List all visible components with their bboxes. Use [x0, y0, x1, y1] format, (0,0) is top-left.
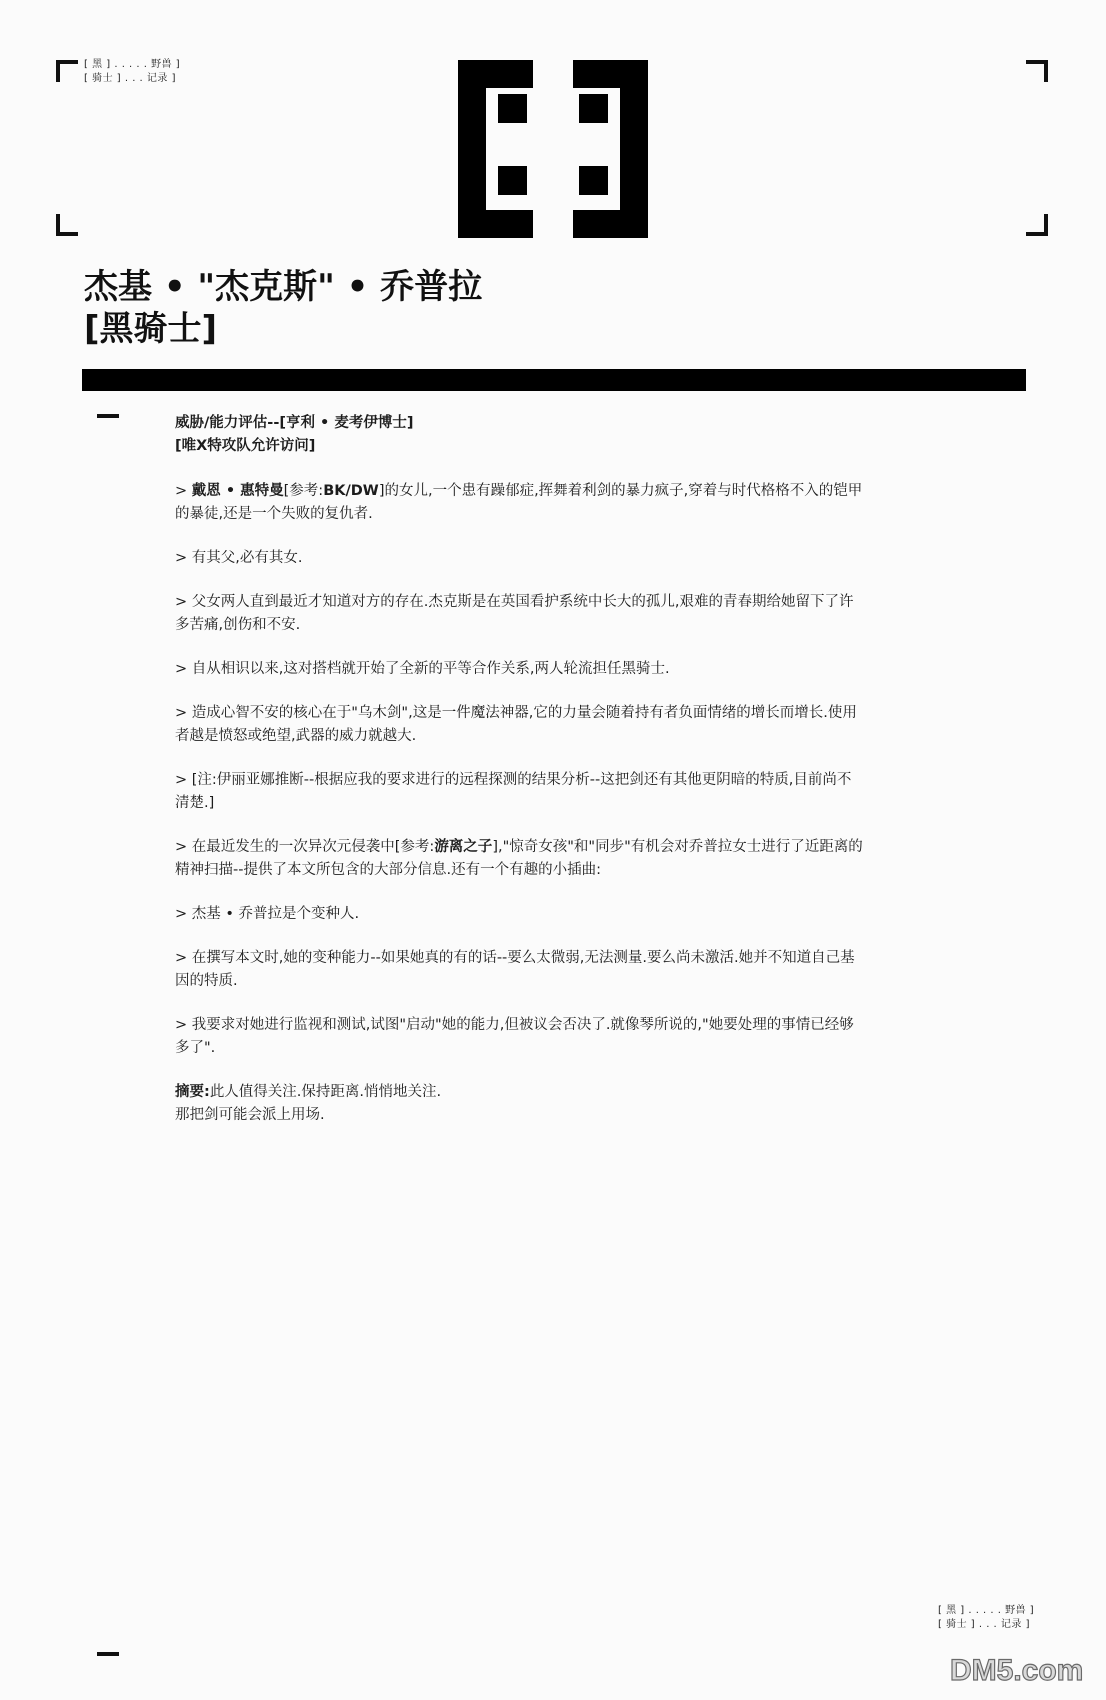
section-dash-bottom	[97, 1652, 119, 1656]
p7-ref-code: 游离之子	[434, 839, 493, 855]
corner-bracket-top-left	[56, 60, 78, 82]
header-code-line1: [ 黑 ] . . . . . 野兽 ]	[84, 59, 181, 70]
section-dash-top	[97, 414, 119, 418]
p1-ref-open: [参考:	[283, 483, 324, 499]
page-title	[84, 266, 482, 350]
paragraph-2: > 有其父,必有其女.	[175, 550, 303, 566]
p1-prefix: >	[175, 483, 192, 499]
summary-line2: 那把剑可能会派上用场.	[175, 1107, 325, 1123]
p1-rest: ]的女儿,一个患有躁郁症,挥舞着利剑的暴力疯子,穿着与时代格格不入的铠甲的暴徒,还是一个失败的复仇者.	[175, 483, 863, 522]
summary-label: 摘要:	[175, 1084, 210, 1100]
paragraph-8: > 杰基 • 乔普拉是个变种人.	[175, 906, 360, 922]
title-divider-bar	[82, 369, 1026, 391]
footer-code	[938, 1604, 1034, 1632]
paragraph-10: > 我要求对她进行监视和测试,试图"启动"她的能力,但被议会否决了.就像琴所说的,"她要处理的事情已经够多了".	[175, 1017, 854, 1056]
paragraph-3: > 父女两人直到最近才知道对方的存在.杰克斯是在英国看护系统中长大的孤儿,艰难的青春期给她留下了许多苦痛,创伤和不安.	[175, 594, 854, 633]
dossier-heading-author: 威胁/能力评估--[亨利 • 麦考伊博士]	[175, 415, 414, 431]
paragraph-9: > 在撰写本文时,她的变种能力--如果她真的有的话--要么太微弱,无法测量.要么尚未激活.她并不知道自己基因的特质.	[175, 950, 855, 989]
footer-code-line1: [ 黑 ] . . . . . 野兽 ]	[938, 1605, 1035, 1616]
p1-ref-code: BK/DW	[323, 483, 379, 499]
paragraph-5: > 造成心智不安的核心在于"乌木剑",这是一件魔法神器,它的力量会随着持有者负面情绪的增长而增长.使用者越是愤怒或绝望,武器的威力就越大.	[175, 705, 857, 744]
paragraph-7	[175, 836, 865, 882]
dossier-body	[175, 412, 865, 1127]
dossier-heading-access: [唯X特攻队允许访问]	[175, 438, 316, 454]
title-codename: [黑骑士]	[84, 309, 218, 349]
dm5-watermark-logo	[946, 1648, 1096, 1688]
corner-bracket-bottom-left	[56, 214, 78, 236]
p7-rest: ],"惊奇女孩"和"同步"有机会对乔普拉女士进行了近距离的精神扫描--提供了本文所包含的大部分信息.还有一个有趣的小插曲:	[175, 839, 863, 878]
watermark-text: DM5.com	[950, 1654, 1084, 1687]
paragraph-4: > 自从相识以来,这对搭档就开始了全新的平等合作关系,两人轮流担任黑骑士.	[175, 661, 670, 677]
summary	[175, 1081, 865, 1127]
corner-bracket-top-right	[1026, 60, 1048, 82]
paragraph-6: > [注:伊丽亚娜推断--根据应我的要求进行的远程探测的结果分析--这把剑还有其他更阴暗的特质,目前尚不清楚.]	[175, 772, 852, 811]
header-code-line2: [ 骑士 ] . . . 记录 ]	[84, 73, 176, 84]
p1-name: 戴恩 • 惠特曼	[191, 483, 284, 499]
p7-prefix: > 在最近发生的一次异次元侵袭中[参考:	[175, 839, 435, 855]
header-code	[84, 58, 180, 86]
title-name: 杰基 • "杰克斯" • 乔普拉	[84, 267, 483, 307]
corner-bracket-bottom-right	[1026, 214, 1048, 236]
summary-line1: 此人值得关注.保持距离.悄悄地关注.	[209, 1084, 442, 1100]
paragraph-1	[175, 480, 865, 526]
black-knight-logo-icon	[458, 60, 648, 238]
footer-code-line2: [ 骑士 ] . . . 记录 ]	[938, 1619, 1030, 1630]
